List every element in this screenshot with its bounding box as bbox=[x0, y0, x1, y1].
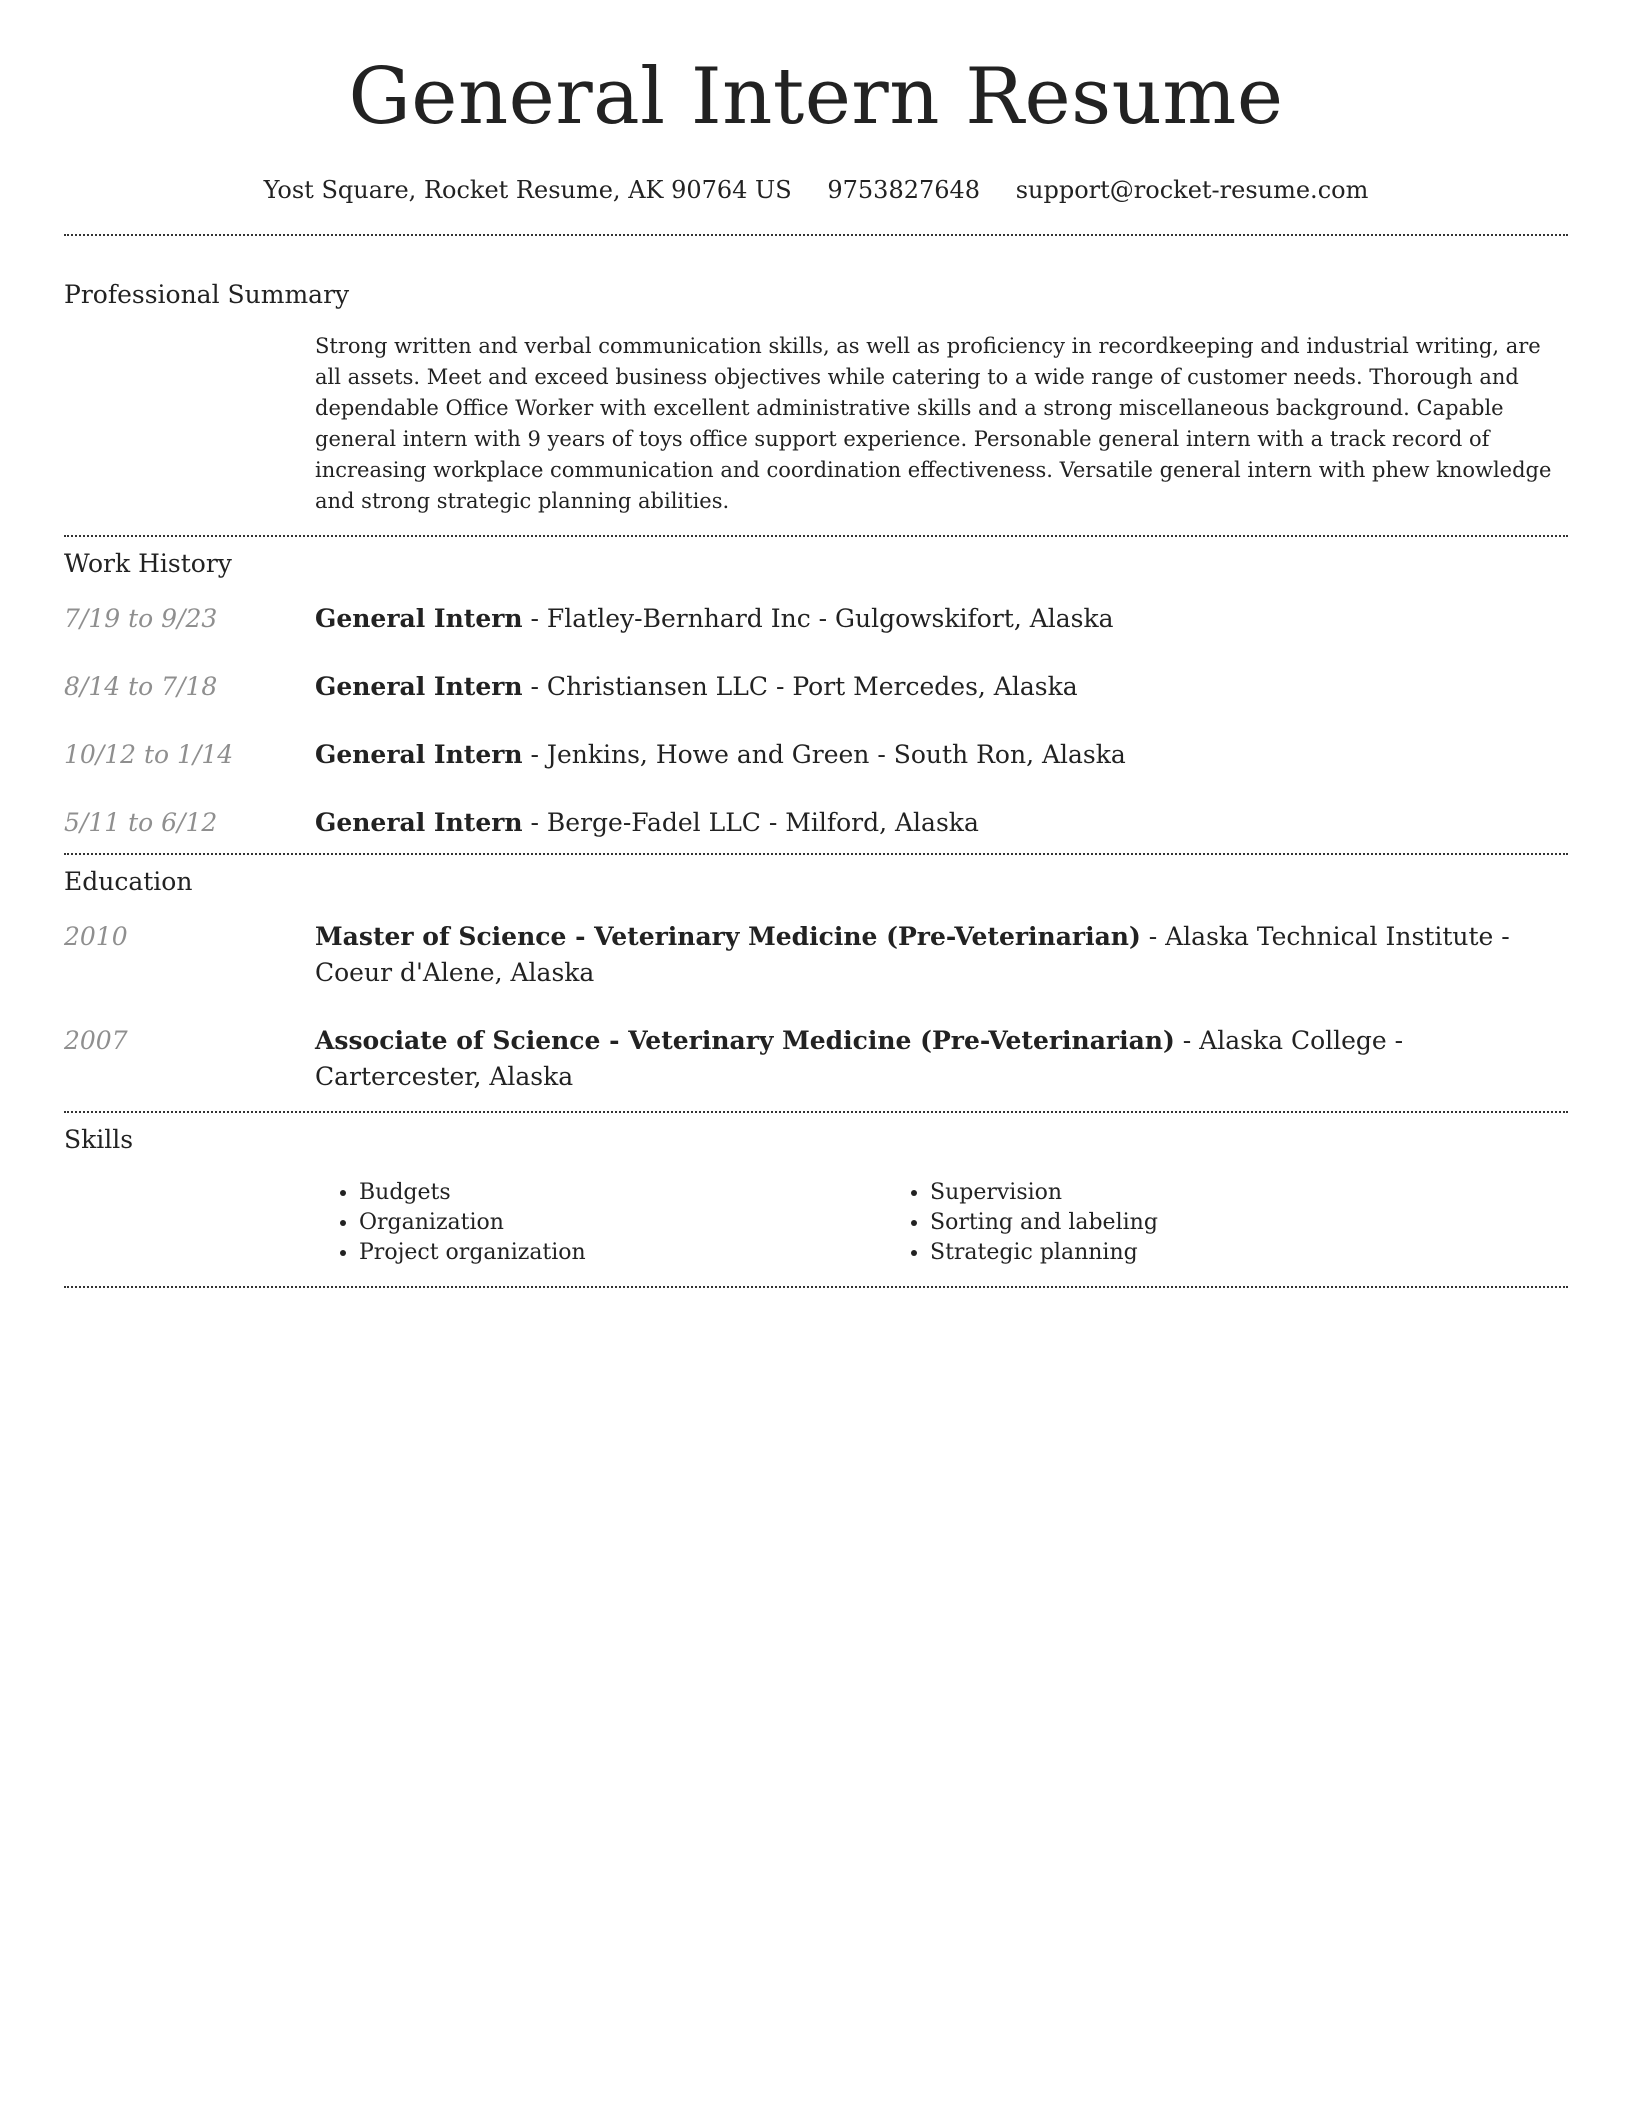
work-company: - Jenkins, Howe and Green - South Ron, Alaska bbox=[522, 740, 1126, 769]
education-entry bbox=[64, 1023, 1568, 1095]
work-history-list bbox=[64, 601, 1568, 853]
education-degree: Master of Science - Veterinary Medicine (Pre-Veterinarian) bbox=[315, 922, 1141, 951]
contact-line bbox=[64, 176, 1568, 204]
education-school: - Alaska College - Cartercester, Alaska bbox=[315, 1026, 1404, 1091]
work-details bbox=[315, 737, 1568, 773]
skill-item: • Budgets bbox=[359, 1178, 886, 1208]
education-school: - Alaska Technical Institute - Coeur d'Alene, Alaska bbox=[315, 922, 1510, 987]
contact-email: support@rocket-resume.com bbox=[1015, 176, 1369, 204]
skill-item: • Project organization bbox=[359, 1238, 886, 1268]
work-role: General Intern bbox=[315, 740, 523, 769]
education-degree: Associate of Science - Veterinary Medicine (Pre-Veterinarian) bbox=[315, 1026, 1175, 1055]
work-date: 5/11 to 6/12 bbox=[64, 808, 218, 837]
skills-column-right bbox=[886, 1178, 1457, 1268]
education-date: 2007 bbox=[64, 1026, 128, 1055]
education-list bbox=[64, 919, 1568, 1095]
section-title-education: Education bbox=[64, 867, 193, 896]
divider bbox=[64, 1111, 1568, 1113]
skills-list bbox=[315, 1178, 1568, 1268]
work-date: 7/19 to 9/23 bbox=[64, 604, 218, 633]
work-details bbox=[315, 805, 1568, 841]
divider bbox=[64, 1286, 1568, 1288]
work-details bbox=[315, 601, 1568, 637]
work-company: - Flatley-Bernhard Inc - Gulgowskifort, Alaska bbox=[522, 604, 1114, 633]
education-date: 2010 bbox=[64, 922, 128, 951]
skill-item: • Organization bbox=[359, 1208, 886, 1238]
education-details bbox=[315, 919, 1568, 991]
education-entry bbox=[64, 919, 1568, 991]
work-company: - Christiansen LLC - Port Mercedes, Alaska bbox=[522, 672, 1078, 701]
work-role: General Intern bbox=[315, 672, 523, 701]
contact-address: Yost Square, Rocket Resume, AK 90764 US bbox=[263, 176, 792, 204]
summary-text: Strong written and verbal communication skills, as well as proficiency in recordkeeping and industrial writing, are all assets. Meet and exceed business objectives while catering to a wide range of customer needs. Thorough and dependable Office Worker with excellent administrative skills and a strong miscellaneous background. Capable general intern with 9 years of toys office support experience. Personable general intern with a track record of increasing workplace communication and coordination effectiveness. Versatile general intern with phew knowledge and strong strategic planning abilities. bbox=[315, 334, 1552, 513]
education-details bbox=[315, 1023, 1568, 1095]
work-entry bbox=[64, 805, 1568, 853]
skill-item: • Strategic planning bbox=[930, 1238, 1457, 1268]
section-title-work-history: Work History bbox=[64, 549, 232, 578]
contact-phone: 9753827648 bbox=[827, 176, 981, 204]
work-details bbox=[315, 669, 1568, 705]
section-title-skills: Skills bbox=[64, 1125, 134, 1154]
work-company: - Berge-Fadel LLC - Milford, Alaska bbox=[522, 808, 979, 837]
work-role: General Intern bbox=[315, 808, 523, 837]
divider bbox=[64, 234, 1568, 236]
work-entry bbox=[64, 737, 1568, 805]
divider bbox=[64, 535, 1568, 537]
work-date: 10/12 to 1/14 bbox=[64, 740, 234, 769]
work-role: General Intern bbox=[315, 604, 523, 633]
skill-item: • Supervision bbox=[930, 1178, 1457, 1208]
work-date: 8/14 to 7/18 bbox=[64, 672, 218, 701]
section-title-summary: Professional Summary bbox=[64, 280, 350, 309]
skills-column-left bbox=[315, 1178, 886, 1268]
resume-title: General Intern Resume bbox=[348, 52, 1284, 142]
divider bbox=[64, 853, 1568, 855]
work-entry bbox=[64, 669, 1568, 737]
skill-item: • Sorting and labeling bbox=[930, 1208, 1457, 1238]
work-entry bbox=[64, 601, 1568, 669]
